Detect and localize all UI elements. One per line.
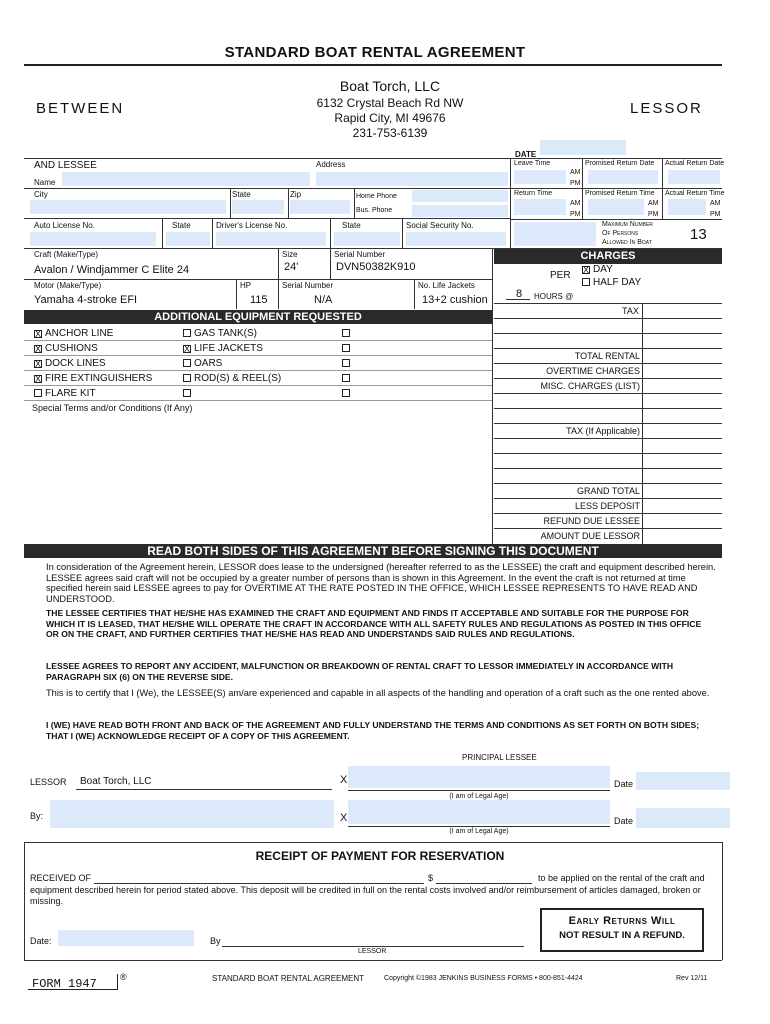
registered-mark: ®	[120, 972, 127, 982]
tax-if-applicable-label: TAX (If Applicable)	[566, 426, 640, 436]
equipment-item-blank-6[interactable]	[342, 388, 353, 399]
promised-return-date-field[interactable]	[588, 170, 658, 184]
life-jackets-value: 13+2 cushion	[422, 294, 488, 306]
lessee-zip-field[interactable]	[290, 200, 350, 214]
equipment-item-blank-1[interactable]	[183, 388, 194, 399]
promised-return-date-label: Promised Return Date	[585, 160, 655, 167]
zip-label: Zip	[290, 190, 302, 199]
footer-rev: Rev 12/11	[676, 975, 708, 982]
pm-label: PM	[648, 211, 659, 218]
form-title: STANDARD BOAT RENTAL AGREEMENT	[224, 44, 526, 61]
date-2-field[interactable]	[636, 808, 730, 828]
home-phone-field[interactable]	[412, 190, 508, 202]
receipt-date-label: Date:	[30, 936, 52, 946]
equipment-item-blank-4[interactable]	[342, 358, 353, 369]
return-time-field[interactable]	[514, 199, 566, 215]
receipt-header: RECEIPT OF PAYMENT FOR RESERVATION	[255, 849, 505, 863]
form-number-box	[28, 974, 118, 990]
leave-time-field[interactable]	[514, 170, 566, 184]
lessor-by-signature[interactable]	[50, 800, 334, 828]
equipment-label: FLARE KIT	[45, 388, 96, 399]
day-option[interactable]	[582, 264, 613, 275]
drivers-license-label: Driver's License No.	[216, 221, 288, 230]
equipment-item-blank-3[interactable]	[342, 343, 353, 354]
dl-state-field[interactable]	[334, 232, 400, 246]
receipt-text: equipment described herein for period stated above. This deposit will be credited in full on the rental costs involved and/or reimbursement of articles damaged, broken or missing.	[30, 885, 701, 906]
refund-due-lessee-label: REFUND DUE LESSEE	[543, 516, 640, 526]
dl-state-label: State	[342, 221, 361, 230]
day-checkbox[interactable]: X	[583, 265, 590, 275]
am-label: AM	[570, 169, 581, 176]
max-persons-label-3: Allowed In Boat	[602, 239, 652, 246]
drivers-license-field[interactable]	[216, 232, 326, 246]
terms-paragraph-1: In consideration of the Agreement herein, LESSOR does lease to the undersigned (hereafter referred to as the LESSEE) the craft and equipment described herein. LESSEE agrees said craft will not be occupied by a greater number of persons than is shown in this Agreement. In the event the craft is not returned at time specified herein said LESSEE agrees to pay for OVERTIME AT THE RATE POSTED IN THE OFFICE, WHICH LESSEE REPRESENTS TO HAVE READ AND UNDERSTOOD.	[46, 562, 716, 604]
half-day-label: HALF DAY	[593, 277, 642, 288]
max-persons-field[interactable]	[514, 222, 596, 246]
lessee-name-field[interactable]	[62, 172, 310, 186]
lessor-sig-value: Boat Torch, LLC	[80, 776, 152, 787]
equipment-label: GAS TANK(S)	[194, 328, 257, 339]
equipment-checkbox[interactable]	[183, 359, 191, 367]
equipment-label: CUSHIONS	[45, 343, 98, 354]
motor-label: Motor (Make/Type)	[34, 281, 102, 290]
per-label: PER	[550, 270, 571, 281]
max-persons-value: 13	[690, 226, 707, 243]
am-label: AM	[648, 200, 659, 207]
overtime-label: OVERTIME CHARGES	[546, 366, 640, 376]
equipment-label: OARS	[194, 358, 223, 369]
return-time-label: Return Time	[514, 190, 553, 197]
and-lessee-label: AND LESSEE	[34, 160, 97, 171]
promised-return-time-field[interactable]	[588, 199, 644, 215]
terms-paragraph-4: This is to certify that I (We), the LESSEE(S) am/are experienced and capable in all aspects of the handling and operation of a craft such as the one rented above.	[46, 688, 710, 698]
auto-state-label: State	[172, 221, 191, 230]
lessee-city-field[interactable]	[30, 200, 226, 214]
hp-label: HP	[240, 281, 252, 290]
life-jackets-label: No. Life Jackets	[418, 281, 475, 290]
actual-return-time-field[interactable]	[668, 199, 706, 215]
special-terms-label: Special Terms and/or Conditions (If Any)	[32, 403, 193, 413]
lessor-sig-label: LESSOR	[30, 777, 67, 787]
auto-state-field[interactable]	[166, 232, 210, 246]
motor-value: Yamaha 4-stroke EFI	[34, 294, 138, 306]
size-label: Size	[282, 250, 298, 259]
lessor-company: Boat Torch, LLC	[339, 78, 441, 94]
terms-paragraph-3: LESSEE AGREES TO REPORT ANY ACCIDENT, MALFUNCTION OR BREAKDOWN OF RENTAL CRAFT TO LESSOR IMMEDIATELY IN ACCORDANCE WITH PARAGRAPH SIX (6) ON THE REVERSE SIDE.	[46, 661, 674, 682]
equipment-label: ROD(S) & REEL(S)	[194, 373, 282, 384]
by-sig-label: By:	[30, 811, 44, 821]
address-label: Address	[316, 160, 346, 169]
lessor-phone: 231-753-6139	[352, 126, 428, 140]
equipment-label: LIFE JACKETS	[194, 343, 263, 354]
equipment-checkbox[interactable]	[342, 389, 350, 397]
actual-return-time-label: Actual Return Time	[665, 190, 725, 197]
equipment-checkbox[interactable]	[183, 374, 191, 382]
half-day-option[interactable]	[582, 277, 641, 288]
legal-age-1: (I am of Legal Age)	[449, 793, 509, 800]
equipment-item-fire-extinguishers[interactable]	[34, 373, 152, 384]
lessee-signature-1[interactable]	[348, 766, 610, 788]
equipment-label: FIRE EXTINGUISHERS	[45, 373, 153, 384]
receipt-by-label: By	[210, 936, 221, 946]
half-day-checkbox[interactable]	[582, 278, 590, 286]
motor-serial-value: N/A	[314, 294, 333, 306]
am-label: AM	[710, 200, 721, 207]
equipment-checkbox[interactable]	[34, 389, 42, 397]
less-deposit-label: LESS DEPOSIT	[574, 501, 640, 511]
motor-serial-label: Serial Number	[282, 281, 334, 290]
misc-label: MISC. CHARGES (LIST)	[540, 381, 640, 391]
tax-label: TAX	[622, 306, 639, 316]
terms-paragraph-5: I (WE) HAVE READ BOTH FRONT AND BACK OF THE AGREEMENT AND FULLY UNDERSTAND THE TERMS AND CONDITIONS AS SET FORTH ON BOTH SIDES; THAT I (WE) ACKNOWLEDGE RECEIPT OF A COPY OF THIS AGREEMENT.	[46, 720, 700, 741]
hours-value: 8	[516, 288, 523, 300]
between-label: BETWEEN	[36, 100, 125, 117]
equipment-item-life-jackets[interactable]	[183, 343, 263, 354]
equipment-item-gas-tanks[interactable]	[183, 328, 257, 339]
pm-label: PM	[570, 180, 581, 187]
pm-label: PM	[710, 211, 721, 218]
auto-license-field[interactable]	[30, 232, 156, 246]
lessor-city-state: Rapid City, MI 49676	[334, 111, 446, 125]
principal-lessee-label: PRINCIPAL LESSEE	[462, 753, 537, 762]
equipment-checkbox[interactable]	[342, 329, 350, 337]
footer-copyright: Copyright ©1983 JENKINS BUSINESS FORMS • 800-851-4424	[384, 975, 583, 982]
city-label: City	[34, 190, 48, 199]
craft-value: Avalon / Windjammer C Elite 24	[34, 264, 190, 276]
date-1-label: Date	[614, 779, 634, 789]
total-rental-label: TOTAL RENTAL	[574, 351, 640, 361]
receipt-date-field[interactable]	[58, 930, 194, 946]
early-returns-line-2: NOT RESULT IN A REFUND.	[559, 930, 685, 941]
date-field[interactable]	[540, 140, 626, 155]
ssn-label: Social Security No.	[406, 221, 474, 230]
bus-phone-label: Bus. Phone	[356, 207, 393, 214]
equipment-checkbox[interactable]: X	[35, 359, 42, 369]
bus-phone-field[interactable]	[412, 205, 508, 217]
date-label: DATE	[515, 150, 537, 159]
state-label: State	[232, 190, 251, 199]
equipment-item-dock-lines[interactable]	[34, 358, 106, 369]
equipment-checkbox[interactable]: X	[35, 329, 42, 339]
home-phone-label: Home Phone	[356, 193, 397, 200]
serial-label: Serial Number	[334, 250, 386, 259]
received-of-label: RECEIVED OF	[30, 873, 92, 883]
actual-return-date-label: Actual Return Date	[665, 160, 725, 167]
special-terms-field[interactable]	[30, 416, 486, 540]
actual-return-date-field[interactable]	[668, 170, 720, 184]
day-label: DAY	[593, 264, 613, 275]
sig-x-1: X	[340, 774, 348, 786]
sig-x-2: X	[340, 812, 348, 824]
leave-time-label: Leave Time	[514, 160, 551, 167]
lessee-address-field[interactable]	[316, 172, 508, 186]
equipment-checkbox[interactable]	[183, 329, 191, 337]
receipt-lessor-caption: LESSOR	[358, 948, 387, 955]
craft-label: Craft (Make/Type)	[34, 250, 99, 259]
equipment-checkbox[interactable]	[342, 359, 350, 367]
hours-label: HOURS @	[534, 292, 574, 301]
pm-label: PM	[570, 211, 581, 218]
terms-header: READ BOTH SIDES OF THIS AGREEMENT BEFORE SIGNING THIS DOCUMENT	[24, 544, 722, 558]
ssn-field[interactable]	[406, 232, 506, 246]
am-label: AM	[570, 200, 581, 207]
equipment-item-rods-reels[interactable]	[183, 373, 281, 384]
charges-header: CHARGES	[494, 249, 722, 264]
promised-return-time-label: Promised Return Time	[585, 190, 655, 197]
equipment-label: DOCK LINES	[45, 358, 106, 369]
size-value: 24'	[284, 261, 299, 273]
equipment-item-blank-2[interactable]	[342, 328, 353, 339]
hp-value: 115	[250, 294, 268, 306]
lessee-signature-2[interactable]	[348, 800, 610, 824]
footer-center: STANDARD BOAT RENTAL AGREEMENT	[212, 974, 365, 983]
equipment-item-flare-kit[interactable]	[34, 388, 96, 399]
equipment-checkbox[interactable]	[342, 344, 350, 352]
equipment-item-blank-5[interactable]	[342, 373, 353, 384]
terms-paragraph-2: THE LESSEE CERTIFIES THAT HE/SHE HAS EXAMINED THE CRAFT AND EQUIPMENT AND FINDS IT ACCEPTABLE AND SUITABLE FOR THE PURPOSE FOR WHICH IT IS LEASED, THAT HE/SHE WILL OPERATE THE CRAFT IN ACCORDANCE WITH ALL SAFETY RULES AND REGULATIONS AS POSTED IN THIS OFFICE OR ON THE CRAFT, AND FURTHER CERTIFIES THAT HE/SHE HAS READ AND UNDERSTANDS SAID RULES AND REGULATIONS.	[46, 608, 702, 640]
equipment-item-cushions[interactable]	[34, 343, 98, 354]
grand-total-label: GRAND TOTAL	[576, 486, 640, 496]
equipment-item-anchor-line[interactable]	[34, 328, 113, 339]
dollar-label: $	[428, 873, 434, 883]
equipment-checkbox[interactable]: X	[184, 344, 191, 354]
max-persons-label-1: Maximum Number	[602, 221, 653, 228]
equipment-header: ADDITIONAL EQUIPMENT REQUESTED	[24, 310, 492, 324]
amount-due-lessor-label: AMOUNT DUE LESSOR	[540, 531, 640, 541]
auto-license-label: Auto License No.	[34, 221, 95, 230]
lessee-state-field[interactable]	[232, 200, 284, 214]
max-persons-label-2: Of Persons	[602, 230, 639, 237]
form-number: FORM 1947	[32, 977, 97, 991]
equipment-item-oars[interactable]	[183, 358, 222, 369]
serial-value: DVN50382K910	[336, 261, 416, 273]
legal-age-2: (I am of Legal Age)	[449, 828, 509, 835]
name-label: Name	[34, 178, 56, 187]
early-returns-line-1: Early Returns Will	[568, 915, 676, 927]
equipment-label: ANCHOR LINE	[45, 328, 114, 339]
lessor-label: LESSOR	[630, 100, 703, 117]
early-returns-box	[540, 908, 704, 952]
equipment-checkbox[interactable]: X	[35, 374, 42, 384]
equipment-checkbox[interactable]	[342, 374, 350, 382]
equipment-checkbox[interactable]	[183, 389, 191, 397]
date-1-field[interactable]	[636, 772, 730, 790]
date-2-label: Date	[614, 816, 634, 826]
equipment-checkbox[interactable]: X	[35, 344, 42, 354]
lessor-address: 6132 Crystal Beach Rd NW	[316, 96, 464, 110]
applied-text: to be applied on the rental of the craft and	[538, 873, 705, 883]
